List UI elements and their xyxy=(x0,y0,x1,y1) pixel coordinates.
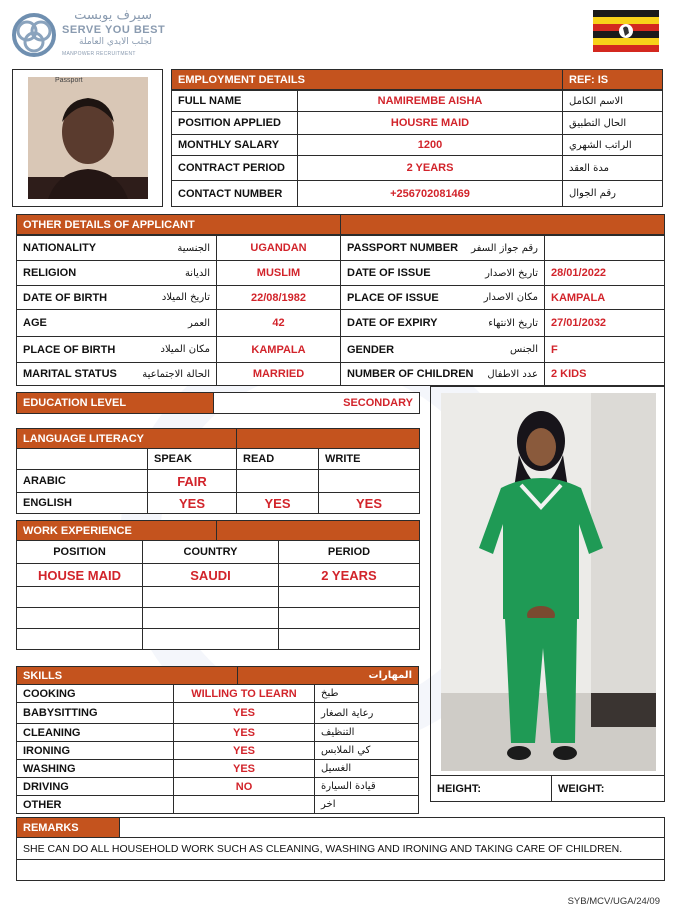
skill-label-cleaning: CLEANING xyxy=(16,723,174,742)
other-label-nationality: NATIONALITY الجنسية xyxy=(16,235,217,261)
work-empty-row xyxy=(142,586,279,608)
skill-label-ironing: IRONING xyxy=(16,741,174,760)
other-value-age: 42 xyxy=(216,309,341,337)
emp-label-full-name: FULL NAME xyxy=(171,90,298,112)
other-value-gender: F xyxy=(544,336,665,363)
emp-value-salary: 1200 xyxy=(297,134,563,156)
education-level-label xyxy=(16,392,214,414)
full-body-photo-frame xyxy=(430,386,665,776)
lang-arabic-read xyxy=(236,469,319,493)
passport-label: Passport xyxy=(55,77,83,84)
skill-value-driving: NO xyxy=(173,777,315,796)
emp-label-contact: CONTACT NUMBER xyxy=(171,180,298,207)
passport-photo xyxy=(28,77,148,199)
lang-arabic-speak: FAIR xyxy=(147,469,237,493)
remarks-header xyxy=(16,817,120,838)
skills-header-arabic xyxy=(237,666,419,685)
passport-photo-frame xyxy=(12,69,163,207)
weight-field: WEIGHT: xyxy=(551,775,665,802)
language-literacy-header xyxy=(16,428,237,449)
emp-arabic-salary: الراتب الشهري xyxy=(562,134,663,156)
work-row-period: 2 YEARS xyxy=(278,563,420,587)
other-label-dob: DATE OF BIRTH تاريخ الميلاد xyxy=(16,285,217,310)
emp-value-contract: 2 YEARS xyxy=(297,155,563,181)
emp-label-position: POSITION APPLIED xyxy=(171,111,298,135)
skill-value-cleaning: YES xyxy=(173,723,315,742)
skill-arabic-cleaning: التنظيف xyxy=(314,723,419,742)
remarks-header-blank xyxy=(119,817,665,838)
employment-details-title: EMPLOYMENT DETAILS xyxy=(178,73,305,86)
other-value-dob: 22/08/1982 xyxy=(216,285,341,310)
ref-header xyxy=(562,69,663,90)
other-value-religion: MUSLIM xyxy=(216,260,341,286)
emp-arabic-contract: مدة العقد xyxy=(562,155,663,181)
work-empty-row xyxy=(16,586,143,608)
skill-value-washing: YES xyxy=(173,759,315,778)
lang-english-write: YES xyxy=(318,492,420,514)
other-value-marital: MARRIED xyxy=(216,362,341,386)
other-value-children: 2 KIDS xyxy=(544,362,665,386)
uganda-flag xyxy=(593,10,659,52)
work-experience-header xyxy=(16,520,217,541)
skill-label-babysitting: BABYSITTING xyxy=(16,702,174,724)
emp-label-contract: CONTRACT PERIOD xyxy=(171,155,298,181)
skill-arabic-other: اخر xyxy=(314,795,419,814)
logo-arabic-name: سيرف يوبست xyxy=(74,8,152,23)
other-label-gender: GENDER الجنس xyxy=(340,336,545,363)
education-level-value: SECONDARY xyxy=(213,392,420,414)
remarks-title: REMARKS xyxy=(23,821,79,834)
other-label-expiry: DATE OF EXPIRY تاريخ الانتهاء xyxy=(340,309,545,337)
work-empty-row xyxy=(142,628,279,650)
other-label-marital: MARITAL STATUS الحالة الاجتماعية xyxy=(16,362,217,386)
full-body-photo xyxy=(441,393,656,771)
skill-arabic-driving: قيادة السيارة xyxy=(314,777,419,796)
work-empty-row xyxy=(142,607,279,629)
skill-arabic-cooking: طبخ xyxy=(314,684,419,703)
work-col-position: POSITION xyxy=(16,540,143,564)
document-code: SYB/MCV/UGA/24/09 xyxy=(567,896,660,907)
work-empty-row xyxy=(278,586,420,608)
work-experience-header-right xyxy=(216,520,420,541)
skill-value-cooking: WILLING TO LEARN xyxy=(173,684,315,703)
height-field: HEIGHT: xyxy=(430,775,552,802)
skills-title: SKILLS xyxy=(23,669,63,682)
other-label-children: NUMBER OF CHILDREN عدد الاطفال xyxy=(340,362,545,386)
skill-label-washing: WASHING xyxy=(16,759,174,778)
skill-label-cooking: COOKING xyxy=(16,684,174,703)
skill-label-driving: DRIVING xyxy=(16,777,174,796)
education-level-title: EDUCATION LEVEL xyxy=(23,397,127,409)
work-col-country: COUNTRY xyxy=(142,540,279,564)
lang-english-speak: YES xyxy=(147,492,237,514)
skill-value-ironing: YES xyxy=(173,741,315,760)
lang-row-english: ENGLISH xyxy=(16,492,148,514)
emp-arabic-contact: رقم الجوال xyxy=(562,180,663,207)
logo-english-name: SERVE YOU BEST xyxy=(62,24,166,36)
skill-arabic-washing: الغسيل xyxy=(314,759,419,778)
other-label-age: AGE العمر xyxy=(16,309,217,337)
work-empty-row xyxy=(278,628,420,650)
other-value-issue-place: KAMPALA xyxy=(544,285,665,310)
remarks-text: SHE CAN DO ALL HOUSEHOLD WORK SUCH AS CLEANING, WASHING AND IRONING AND TAKING CARE OF CHILDREN. xyxy=(16,837,665,860)
other-value-expiry: 27/01/2032 xyxy=(544,309,665,337)
lang-col-speak: SPEAK xyxy=(147,448,237,470)
emp-value-position: HOUSRE MAID xyxy=(297,111,563,135)
other-label-issue-date: DATE OF ISSUE تاريخ الاصدار xyxy=(340,260,545,286)
ref-value: REF: IS xyxy=(569,73,609,86)
other-details-header-right xyxy=(340,214,665,235)
work-row-position: HOUSE MAID xyxy=(16,563,143,587)
other-value-issue-date: 28/01/2022 xyxy=(544,260,665,286)
skills-title-arabic: المهارات xyxy=(368,670,412,681)
skill-value-babysitting: YES xyxy=(173,702,315,724)
other-value-nationality: UGANDAN xyxy=(216,235,341,261)
other-label-pob: PLACE OF BIRTH مكان الميلاد xyxy=(16,336,217,363)
lang-row-arabic: ARABIC xyxy=(16,469,148,493)
other-label-religion: RELIGION الديانة xyxy=(16,260,217,286)
other-value-pob: KAMPALA xyxy=(216,336,341,363)
emp-arabic-full-name: الاسم الكامل xyxy=(562,90,663,112)
language-literacy-title: LANGUAGE LITERACY xyxy=(23,432,144,445)
skill-arabic-ironing: كي الملابس xyxy=(314,741,419,760)
emp-value-contact: +256702081469 xyxy=(297,180,563,207)
lang-col-read: READ xyxy=(236,448,319,470)
skill-value-other xyxy=(173,795,315,814)
remarks-blank-row xyxy=(16,859,665,881)
work-col-period: PERIOD xyxy=(278,540,420,564)
emp-arabic-position: الحال التطبيق xyxy=(562,111,663,135)
lang-arabic-write xyxy=(318,469,420,493)
logo-tagline: MANPOWER RECRUITMENT xyxy=(62,51,136,57)
other-label-issue-place: PLACE OF ISSUE مكان الاصدار xyxy=(340,285,545,310)
work-empty-row xyxy=(16,607,143,629)
skill-arabic-babysitting: رعاية الصغار xyxy=(314,702,419,724)
work-experience-title: WORK EXPERIENCE xyxy=(23,524,132,537)
lang-col-blank xyxy=(16,448,148,470)
skills-header xyxy=(16,666,238,685)
other-label-passport: PASSPORT NUMBER رقم جواز السفر xyxy=(340,235,545,261)
logo-knot-icon xyxy=(10,11,58,59)
logo-arabic-sub: لجلب الايدي العاملة xyxy=(79,37,152,47)
company-logo xyxy=(8,8,208,62)
other-value-passport xyxy=(544,235,665,261)
emp-value-full-name: NAMIREMBE AISHA xyxy=(297,90,563,112)
work-empty-row xyxy=(278,607,420,629)
other-details-header xyxy=(16,214,341,235)
work-empty-row xyxy=(16,628,143,650)
skill-label-other: OTHER xyxy=(16,795,174,814)
employment-details-header xyxy=(171,69,563,90)
lang-english-read: YES xyxy=(236,492,319,514)
lang-col-write: WRITE xyxy=(318,448,420,470)
other-details-title: OTHER DETAILS OF APPLICANT xyxy=(23,218,195,231)
language-literacy-header-right xyxy=(236,428,420,449)
work-row-country: SAUDI xyxy=(142,563,279,587)
emp-label-salary: MONTHLY SALARY xyxy=(171,134,298,156)
